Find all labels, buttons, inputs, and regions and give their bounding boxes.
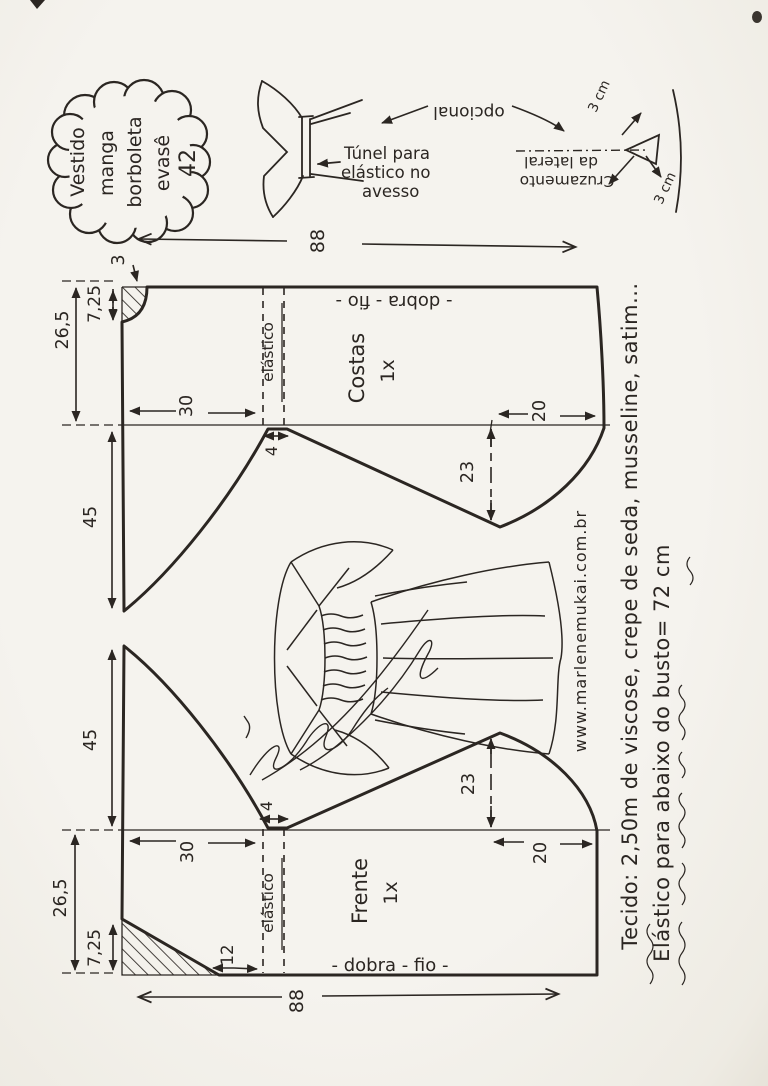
website-note: www.marlenemukai.com.br (571, 509, 590, 753)
fabric-note: Tecido: 2,50m de viscose, crepe de seda, musseline, satim... (618, 282, 642, 950)
back-side-length-label: 23 (458, 460, 478, 484)
back-elastic-label: elástico (259, 322, 277, 382)
crossing-measure-bottom: 3 cm (651, 169, 680, 207)
scan-mark-right (752, 11, 762, 23)
back-neck-width-label: 3 (109, 254, 129, 266)
tunnel-note (341, 144, 430, 201)
title-line: borboleta (124, 116, 146, 208)
front-piece-qty: 1x (380, 881, 402, 905)
scan-mark-top (30, 0, 45, 9)
front-piece-name: Frente (348, 857, 372, 925)
back-sleeve-length-label: 45 (81, 505, 101, 529)
back-neck-depth-label: 7,25 (85, 285, 105, 323)
back-height-label: 26,5 (53, 310, 73, 350)
back-piece-qty: 1x (377, 359, 399, 383)
front-shoulder-label: 30 (178, 840, 198, 864)
front-sleeve-length-label: 45 (81, 728, 101, 752)
front-side-length-label: 23 (459, 772, 479, 796)
title-size-number: 42 (176, 149, 201, 177)
footer-notes (571, 282, 693, 985)
back-channel-width-label: 4 (262, 445, 281, 457)
tunnel-note-line: elástico no (341, 163, 431, 182)
front-neck-depth-label: 7,25 (85, 929, 105, 967)
title-line: Vestido (67, 127, 89, 197)
front-channel-width-label: 4 (257, 800, 276, 812)
optional-note (382, 102, 564, 131)
elastic-note: Elástico para abaixo do busto= 72 cm (650, 544, 674, 962)
side-seam-curve (673, 90, 681, 212)
front-piece (51, 646, 610, 976)
optional-label: opcional (433, 102, 505, 122)
tunnel-note-line: Túnel para (344, 144, 430, 163)
bottom-width-dimension (139, 989, 558, 1013)
title-line: manga (96, 130, 118, 196)
top-width-dimension (139, 229, 575, 253)
crossing-measure-top: 3 cm (585, 77, 614, 115)
front-height-label: 26,5 (51, 878, 71, 918)
front-side-offset-label: 20 (531, 841, 551, 865)
back-piece (53, 254, 610, 611)
crossing-label-line1: Cruzamento (519, 172, 615, 190)
back-side-offset-label: 20 (530, 399, 550, 423)
back-shoulder-label: 30 (177, 394, 197, 418)
optional-arrow-right (512, 106, 564, 131)
back-fold-label: - dobra - fio - (335, 291, 453, 312)
front-fold-label: - dobra - fio - (331, 955, 449, 976)
tunnel-note-line: avesso (362, 182, 420, 201)
optional-arrow-left (382, 106, 428, 123)
back-piece-name: Costas (345, 332, 369, 404)
front-neck-width-label: 12 (218, 944, 237, 966)
tunnel-arrow (318, 162, 340, 164)
top-width-label: 88 (307, 228, 329, 254)
side-crossing-detail (516, 78, 681, 212)
front-elastic-label: elástico (259, 873, 277, 933)
front-outline (122, 646, 597, 975)
bottom-width-label: 88 (286, 988, 308, 1014)
crossing-label-line2: da lateral (524, 153, 598, 171)
title-line: evasê (152, 134, 174, 192)
